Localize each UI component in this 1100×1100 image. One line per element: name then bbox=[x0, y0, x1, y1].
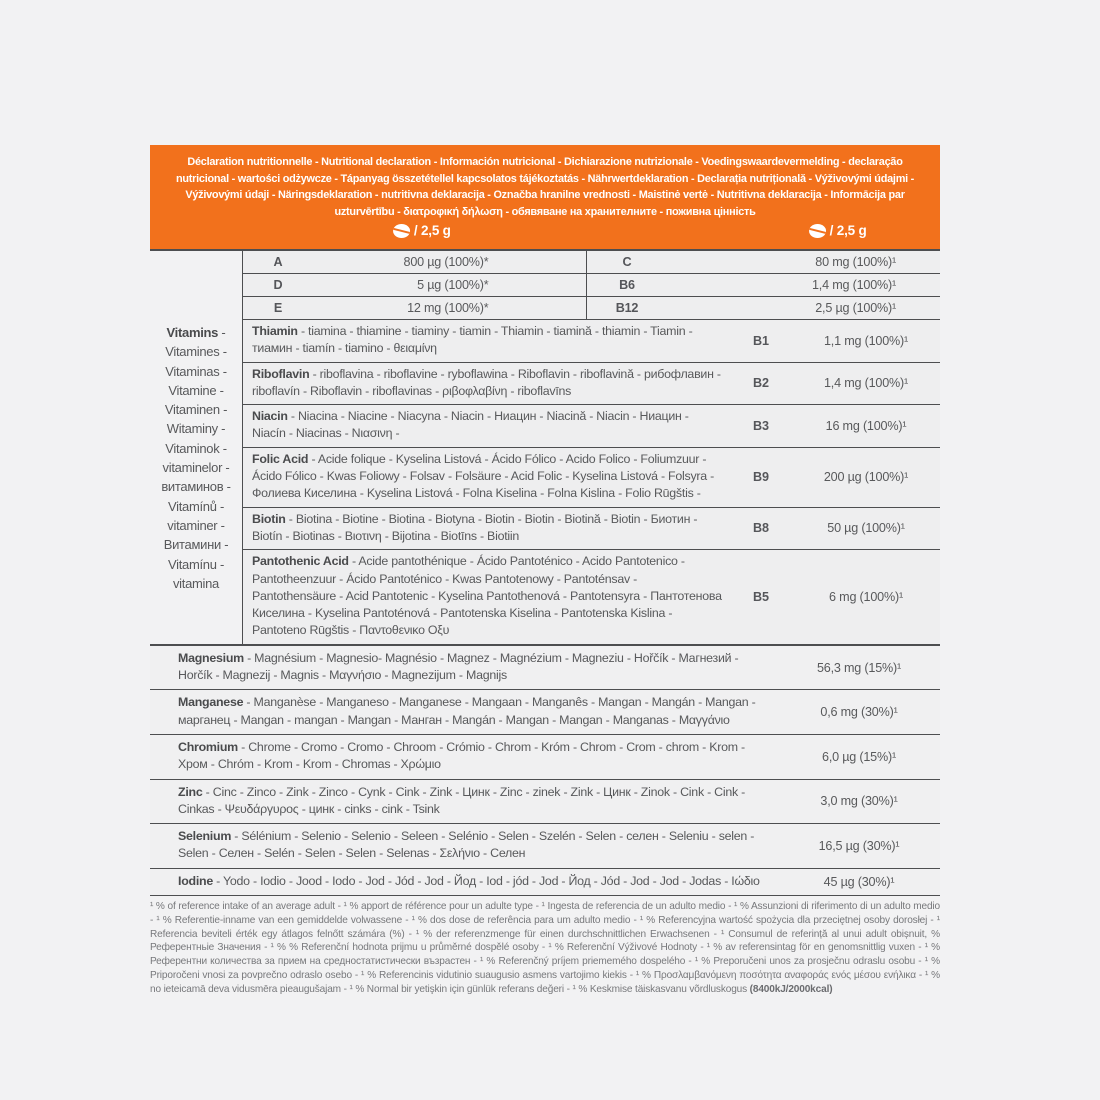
vitamin-simple-row bbox=[243, 251, 940, 274]
reference-intake-footnote bbox=[150, 900, 940, 997]
vitamin-letter: D bbox=[273, 278, 283, 292]
serving-size-right-text: / 2,5 g bbox=[829, 223, 867, 238]
mineral-value: 3,0 mg (30%)¹ bbox=[820, 794, 898, 809]
energy-reference-bold: (8400kJ/2000kcal) bbox=[749, 983, 833, 995]
serving-size-right bbox=[809, 223, 867, 238]
mineral-name-lead: Chromium bbox=[178, 739, 238, 754]
vitamin-detail-row bbox=[243, 363, 940, 406]
footnote-text: ¹ % of reference intake of an average adult - ¹ % apport de référence pour un adulte type - ¹ Ingesta de referencia de un adulto medio - ¹ % Assunzioni di riferimento di un adulto medio - ¹ % Referentie-inname van een gemiddelde volwassene - ¹ % dos dose de referência para um adulto medio - ¹ % Referencyjna wartość spożycia dla przeciętnej osoby dorosłej - ¹ Referencia beviteli érték egy átlagos felnőtt számára (%) - ¹ % der referenzmenge für einen durchschnittlichen Erwachsenen - ¹ Consumul de referință al unui adult obișnuit, % Референтньіе Значения - ¹ % % Referenční hodnota prijmu u průměrné dospělé osoby - ¹ % Referenční Výživové Hodnoty - ¹ % av referensintag för en genomsnittlig vuxen - ¹ % Референтни количества за прием на средностатистически възрастен - ¹ % Referenčný príjem priememého dospelého - ¹ % Preporučeni unos za prosječnu odraslu osobu - ¹ % Priporočeni vnosi za povprečno odraslo osebo - ¹ % Referencinis vidutinio suaugusio asmens vartojimo kiekis - ¹ % Προσλαμβανόμενη ποσότητα αναφοράς ενός μέσου ενήλικα - ¹ % no ieteicamā deva vidusmēra pieaugušajam - ¹ % Normal bir yetişkin için günlük referans değeri - ¹ % Keskmise täiskasvanu võrdluskogus bbox=[150, 901, 940, 995]
vitamin-letter: E bbox=[273, 301, 283, 315]
mineral-name-translations: - Cinc - Zinco - Zink - Zinco - Cynk - Cink - Zink - Цинк - Zinc - zinek - Zink - Цинк - Zinok - Cink - Cink - Cinkas - Ψευδάργυρος - цинк - cinks - cink - Tsink bbox=[178, 784, 746, 816]
vitamin-code: B3 bbox=[752, 418, 770, 433]
mineral-row bbox=[150, 824, 940, 869]
vitamin-name-lead: Biotin bbox=[252, 511, 286, 526]
vitamins-group-label bbox=[150, 251, 243, 644]
mineral-value: 16,5 µg (30%)¹ bbox=[818, 838, 900, 853]
mineral-value: 56,3 mg (15%)¹ bbox=[817, 660, 901, 675]
mineral-value: 45 µg (30%)¹ bbox=[823, 874, 895, 889]
vitamin-value: 16 mg (100%)¹ bbox=[825, 418, 907, 433]
header-band bbox=[150, 145, 940, 249]
serving-size-left-text: / 2,5 g bbox=[413, 223, 451, 238]
vitamin-value: 12 mg (100%)* bbox=[407, 301, 489, 315]
nutrition-declaration-languages: Déclaration nutritionnelle - Nutritional declaration - Información nutricional - Dichiarazione nutrizionale - Voedingswaardevermelding - declaração nutricional - wartości odżywcze - Tápanyag összetétellel kapcsolatos tájékoztatás - Nährwertdeklaration - Declarația nutrițională - Výživovými údajmi - Výživovými údaji - Näringsdeklaration - nutritivna deklaracija - Označba hranilne vrednosti - Maistinė vertė - Nutritivna deklaracija - Informācija par uzturvērtību - διατροφική δήλωση - обявяване на хранителните - поживна цінність bbox=[175, 156, 915, 218]
vitamins-table bbox=[150, 249, 940, 646]
vitamin-value: 200 µg (100%)¹ bbox=[823, 470, 909, 485]
mineral-name-lead: Selenium bbox=[178, 829, 232, 844]
mineral-name-lead: Zinc bbox=[178, 784, 203, 799]
mineral-name-translations: - Yodo - Iodio - Jood - Iodo - Jod - Jód - Jod - Йод - Iod - jód - Jod - Йод - Jód - Jod - Jod - Jodas - Ιώδιο bbox=[212, 873, 760, 888]
mineral-name-lead: Iodine bbox=[178, 873, 213, 888]
vitamin-name-lead: Thiamin bbox=[252, 324, 298, 338]
vitamin-value: 1,4 mg (100%)¹ bbox=[824, 376, 908, 391]
vitamin-code: B1 bbox=[752, 333, 770, 348]
mineral-names bbox=[150, 735, 778, 779]
mineral-name-translations: - Magnésium - Magnesio- Magnésio - Magnez - Magnézium - Magneziu - Hořčík - Магнезий - Horčík - Magnezij - Magnis - Μαγνήσιο - Magnezijum - Magnijs bbox=[178, 650, 739, 683]
mineral-value: 6,0 µg (15%)¹ bbox=[822, 749, 896, 764]
vitamin-value: 5 µg (100%)* bbox=[417, 278, 489, 292]
vitamin-code: B5 bbox=[752, 590, 770, 604]
vitamin-value: 50 µg (100%)¹ bbox=[827, 521, 905, 536]
vitamin-names bbox=[243, 508, 730, 550]
vitamin-names bbox=[243, 550, 730, 643]
vitamin-letter: B6 bbox=[586, 274, 668, 296]
vitamin-name-translations: - tiamina - thiamine - tiaminy - tiamin - Thiamin - tiamină - thiamin - Tiamin - тиамин - tiamín - tiamino - θειαμίνη bbox=[252, 324, 693, 356]
vitamin-value: 6 mg (100%)¹ bbox=[829, 590, 903, 604]
mineral-names bbox=[150, 869, 778, 895]
vitamin-name-translations: - Niacina - Niacine - Niacyna - Niacin - Ниацин - Niacină - Niacin - Ниацин - Niacín - Niacinas - Νιασινη - bbox=[252, 409, 689, 441]
nutrition-label bbox=[150, 145, 940, 997]
mineral-row bbox=[150, 869, 940, 896]
serving-size-left bbox=[393, 223, 451, 238]
vitamin-name-lead: Niacin bbox=[252, 409, 288, 424]
mineral-name-translations: - Sélénium - Selenio - Selenio - Seleen - Selénio - Selen - Szelén - Selen - селен - Seleniu - selen - Selen - Селен - Selén - Selen - Selen - Selenas - Σελήνιο - Селен bbox=[178, 829, 755, 861]
mineral-name-lead: Magnesium bbox=[178, 650, 244, 665]
vitamin-value: 800 µg (100%)* bbox=[403, 255, 489, 269]
vitamin-detail-row bbox=[243, 550, 940, 643]
serving-row bbox=[160, 220, 930, 247]
tablet-icon bbox=[393, 224, 410, 238]
vitamin-value: 1,1 mg (100%)¹ bbox=[824, 333, 908, 348]
mineral-names bbox=[150, 646, 778, 690]
vitamin-simple-row bbox=[243, 274, 940, 297]
vitamin-detail-row bbox=[243, 405, 940, 448]
vitamins-group-label-lead: Vitamins bbox=[166, 325, 219, 340]
mineral-value: 0,6 mg (30%)¹ bbox=[820, 705, 898, 720]
vitamin-name-lead: Riboflavin bbox=[252, 366, 310, 381]
vitamin-name-lead: Folic Acid bbox=[252, 451, 309, 466]
vitamin-detail-row bbox=[243, 508, 940, 551]
mineral-name-translations: - Chrome - Cromo - Cromo - Chroom - Crómio - Chrom - Króm - Chrom - Crom - chrom - Krom - Хром - Chróm - Krom - Krom - Chromas - Χρώμιο bbox=[178, 739, 745, 772]
mineral-row bbox=[150, 780, 940, 825]
vitamins-rows bbox=[243, 251, 940, 644]
vitamin-name-translations: - Biotina - Biotine - Biotina - Biotyna - Biotin - Biotin - Biotină - Biotin - Биотин - Biotín - Biotinas - Βιοτινη - Bijotina - Biotīns - Biotiin bbox=[252, 511, 698, 543]
tablet-icon bbox=[809, 224, 826, 238]
mineral-row bbox=[150, 690, 940, 735]
vitamin-letter: A bbox=[273, 255, 283, 269]
vitamin-letter: C bbox=[586, 251, 668, 273]
mineral-row bbox=[150, 646, 940, 691]
vitamin-code: B9 bbox=[752, 470, 770, 485]
vitamin-detail-row bbox=[243, 320, 940, 363]
minerals-table bbox=[150, 646, 940, 896]
vitamin-value: 2,5 µg (100%)¹ bbox=[815, 301, 896, 315]
vitamin-letter: B12 bbox=[586, 297, 668, 319]
mineral-name-lead: Manganese bbox=[178, 695, 244, 710]
vitamin-names bbox=[243, 320, 730, 362]
mineral-names bbox=[150, 824, 778, 868]
vitamin-simple-row bbox=[243, 297, 940, 320]
vitamin-value: 80 mg (100%)¹ bbox=[815, 255, 896, 269]
vitamin-detail-row bbox=[243, 448, 940, 508]
vitamin-name-translations: - riboflavina - riboflavine - ryboflawina - Riboflavin - riboflavină - рибофлавин - riboflavín - Riboflavin - riboflavinas - ριβοφλαβίνη - riboflavīns bbox=[252, 366, 721, 398]
mineral-names bbox=[150, 780, 778, 824]
mineral-row bbox=[150, 735, 940, 780]
vitamin-names bbox=[243, 363, 730, 405]
vitamin-name-translations: - Acide pantothénique - Ácido Pantoténico - Acido Pantotenico - Pantotheenzuur - Ácido Pantoténico - Kwas Pantotenowy - Pantoténsav - Pantothensäure - Acid Pantotenic - Kyselina Pantothenová - Pantotensyra - Пантотенова Киселина - Kyselina Pantoténová - Pantotenska Kiselina - Pantotenska Kislina - Pantoteno Rūgštis - Παντοθενικο Οξυ bbox=[252, 554, 722, 638]
vitamin-name-lead: Pantothenic Acid bbox=[252, 554, 349, 569]
vitamin-code: B2 bbox=[752, 376, 770, 391]
vitamins-group-label-rest: - Vitamines - Vitaminas - Vitamine - Vitaminen - Witaminy - Vitaminok - vitaminelor - витаминов - Vitamínů - vitaminer - Витамини - Vitamínu - vitamina bbox=[161, 325, 231, 591]
vitamin-names bbox=[243, 448, 730, 507]
vitamin-names bbox=[243, 405, 730, 447]
mineral-name-translations: - Manganèse - Manganeso - Manganese - Mangaan - Manganês - Mangan - Mangán - Mangan - марганец - Mangan - mangan - Mangan - Манган - Mangán - Mangan - Mangan - Manganas - Μαγγάνιο bbox=[178, 695, 756, 727]
vitamin-code: B8 bbox=[752, 521, 770, 536]
mineral-names bbox=[150, 690, 778, 734]
vitamin-value: 1,4 mg (100%)¹ bbox=[812, 278, 896, 292]
vitamin-name-translations: - Acide folique - Kyselina Listová - Ácido Fólico - Acido Folico - Foliumzuur - Ácido Fólico - Kwas Foliowy - Folsav - Folsäure - Acid Folic - Kyselina Listová - Folsyra - Фолиева Киселина - Kyselina Listová - Folna Kiselina - Folna Kislina - Folio Rūgštis - bbox=[252, 451, 714, 501]
